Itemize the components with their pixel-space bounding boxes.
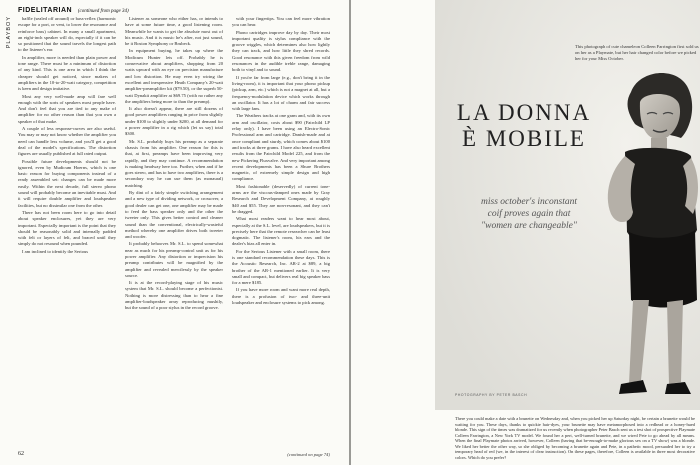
paragraph: Listener as someone who either has, or intends to have at some future time, a good listening room. Meanwhile he wants to get the absolute most out of his music. And it is music he's after, not just sound, be it Boston Symphony or Brubeck.: [125, 16, 223, 47]
paragraph: It probably behooves Mr. S.L. to spend somewhat near as much for his preamp-control unit as for his power amplifier. Any distortion or imprecision his preamp contributes will be magnified by the amplifier and revealed mercilessly by the speaker source.: [125, 241, 223, 278]
right-page: [351, 0, 700, 465]
paragraph: Phono cartridges improve day by day. Their most important quality is stylus compliance with the groove wiggles, which determines also how lightly they can track, and how little they shred records. Good resonance with this given freedom from wild resonances in the audible treble range, damaging both to vinyl and to sound.: [232, 29, 330, 73]
feature-title: [449, 100, 599, 152]
paragraph: In equipment buying, he takes up where the Modicum Hunter lets off. Probably he is conservative about amplifiers, shopping from 20 watts upward with an eye on precision manufacture and low distortion. He may even try wiring the excellent and inexpensive Heath Company's 20-watt amplifier-preamplifier kit ($79.50), or the superb 50-watt Dynakit amplifier at $69.75 (with no rather any the amplifiers being more to than the preamp).: [125, 48, 223, 104]
deck-line: "women are changeable": [481, 221, 577, 231]
paragraph: What most readers want to hear most about, especially at the S.L. level, are loudspeakers, but it is precisely here that the remote researcher can be least dogmatic. The listener's room, his ears and the dealer's bias all enter in.: [232, 216, 330, 247]
paragraph: It is at the record-playing stage of his music system that Mr. S.L. should become a perfectionist. Nothing is more distressing than to hear a fine amplifier-loudspeaker array reproducing mushily, but the sound of a poor stylus in the record groove.: [125, 280, 223, 311]
running-brand: PLAYBOY: [6, 16, 12, 49]
text-column-1: [18, 16, 116, 436]
paragraph: with your fingertips. You can feel more vibration you can hear.: [232, 16, 330, 28]
page-number: 62: [18, 451, 24, 457]
paragraph: The Weathers tracks at one gram and, with its own arm and oscillator, costs about $90 (Fairchild LP relay only). I have been using an Electro-Sonic Professional arm and cartridge. Danish-made and at once compliant and sturdy, which comes about $100 and tracks at three grams. I have also heard excellent results from the Fairchild Model 225, and from the new Pickering Fluxvalve. And very important among recent developments has been a Shure Brothers magnetic, of extremely simple design and high compliance.: [232, 113, 330, 182]
continued-on-note: (continued on page 74): [287, 452, 330, 457]
continued-from-note: (continued from page 34): [77, 9, 129, 14]
column-title: FIDELITARIAN: [18, 7, 73, 14]
text-column-2: [125, 16, 223, 436]
paragraph: A couple of less response-curves are also useful. You may or may not know whether the amplifier you need can handle less volume, and you'll get a good deal of the model's specifications. The distortion figures are usually published at full rated output.: [18, 126, 116, 157]
text-column-3: [232, 16, 330, 436]
column-header: [18, 6, 338, 14]
photo-credit: PHOTOGRAPHY BY PETER BASCH: [455, 393, 528, 397]
title-line: LA DONNA: [456, 100, 592, 125]
paragraph: There has not been room here to go into detail about speaker enclosures, yet they are very important. Especially important is the point that they should be reasonably solid and internally padded with felt or layers of felt, and braced until they simply do not resound when pounded.: [18, 209, 116, 247]
paragraph: If you have more room and want more real depth, there is a profusion of two- and three-unit loudspeaker and enclosure systems to pick among.: [232, 287, 330, 306]
photo-caption: This photograph of cute chameleon Colleen Farrington first sold us on her as a Playmate, but her hair changed color before we picked her for your Miss October.: [575, 44, 699, 62]
paragraph: Mr. S.L. probably buys his preamp as a separate chassis from his amplifier. One reason for this is that, at first, preamps have been improving very rapidly, and they may continue. A recommendation is making headway here too. Further, when and if he goes stereo, and has to have two amplifiers, there is a secondary way he can use them (as monaural) matching.: [125, 138, 223, 188]
paragraph: I am inclined to identify the Serious: [22, 248, 89, 254]
left-page: [0, 0, 349, 465]
paragraph: Possible future developments should not be ignored, even by Mudicum Hoerns, which is one basic reason for buying components instead of a ready assembled set: changes can be made more easily. Within the next decade, full stereo phono sound will probably become an inevitable must. And it will require double amplifier and loudspeaker facilities, but no dissimilar one from the other.: [18, 158, 116, 208]
paragraph: Most any very well-made amp will fare well enough with the sorts of speakers most people have. And don't feel that you are tied to any make of amplifier for no other reason than that you own a speaker of that make.: [18, 93, 116, 124]
feature-body-text: There you could make a date with a brunette on Wednesday and, when you picked her up Saturday night, be certain a brunette would be waiting for you. These days, thanks to quickie hair-dyes, your brunette may have metamorphosed into a redhead or a honey-hued blonde. This sign of the times was dramatized for us recently when photographer Peter Basch sent us a test shot of prospective Playmate Colleen Farrington, a New York TV model. We found her a pert, well-turned brunette, and we wired Pete to go ahead by all means. When the final Playmate photos arrived, however, Colleen (having that be-enough-to-make glorious sex on a TV show) was a blonde. We liked her better the other way, so she obliged by becoming a brunette again and Pete, in a pathetic mood, persuaded her to try a temporary head of red (we, in the interest of clear instruction). On these pages, therefore, Colleen is available in three most decorative colors. Which do you prefer?: [455, 416, 695, 460]
paragraph: By dint of a fairly simple switching arrangement and a new type of dividing network, or crossover, a good dealer can get one, one amplifier may be made to feed the bass speaker only and the other the tweeter only. This gives better control and cleaner sound than the conventional, electrically-wasteful method whereby one amplifier drives both tweeter and woofer.: [125, 190, 223, 240]
paragraph: Most fashionable (deservedly) of current tone-arms are the viscous-damped ones made by Gray Research and Development Company, at roughly $40 and $55. They are non-resonant, and they can't be dragged.: [232, 183, 330, 214]
paragraph: If you're far from large (e.g., don't bring it in the living-room), it is important that your phono pickup (pickup, arm, etc.) which is not a magnet at all, but a frequency-modulation device which works through an oscillator. It has a lot of charm and fair success with large fans.: [232, 74, 330, 112]
deck-line: miss october's inconstant: [481, 197, 577, 207]
paragraph: In amplifier, more is needed than plain power and tone range. There must be a minimum of distortion of any kind. This is one area in which I think the cheaper should get noticed, since makers of amplifiers in the 10-to-20-watt category, competition is keen and design imitative.: [18, 54, 116, 92]
paragraph: For the Serious Listener with a small room, there is one standard recommendation these days. This is the Acoustic Research, Inc. AR-2 at $89, a big brother of the AR-1 mentioned earlier. It is very small and compact, but delivers real big speaker bass for a mere $185.: [232, 248, 330, 286]
deck-line: coif proves again that: [487, 209, 571, 219]
paragraph: baffle (sealed off around) or bass-reflex (harmonic escape for a port, or vent, to lower the resonance and reinforce bass) cabinet. In many a small apartment, an eight-inch speaker will do, especially if it can be so positioned that the sound travels the longest path to the listener's ear.: [18, 16, 116, 53]
title-line: È MOBILE: [462, 126, 586, 151]
paragraph: It also doesn't appear, there are still dozens of good power amplifiers ranging in price from slightly under $100 to slightly under $200, at all demand for a power amplifier in a rig which (let us say) total $300.: [125, 106, 223, 137]
feature-deck: [454, 196, 604, 232]
